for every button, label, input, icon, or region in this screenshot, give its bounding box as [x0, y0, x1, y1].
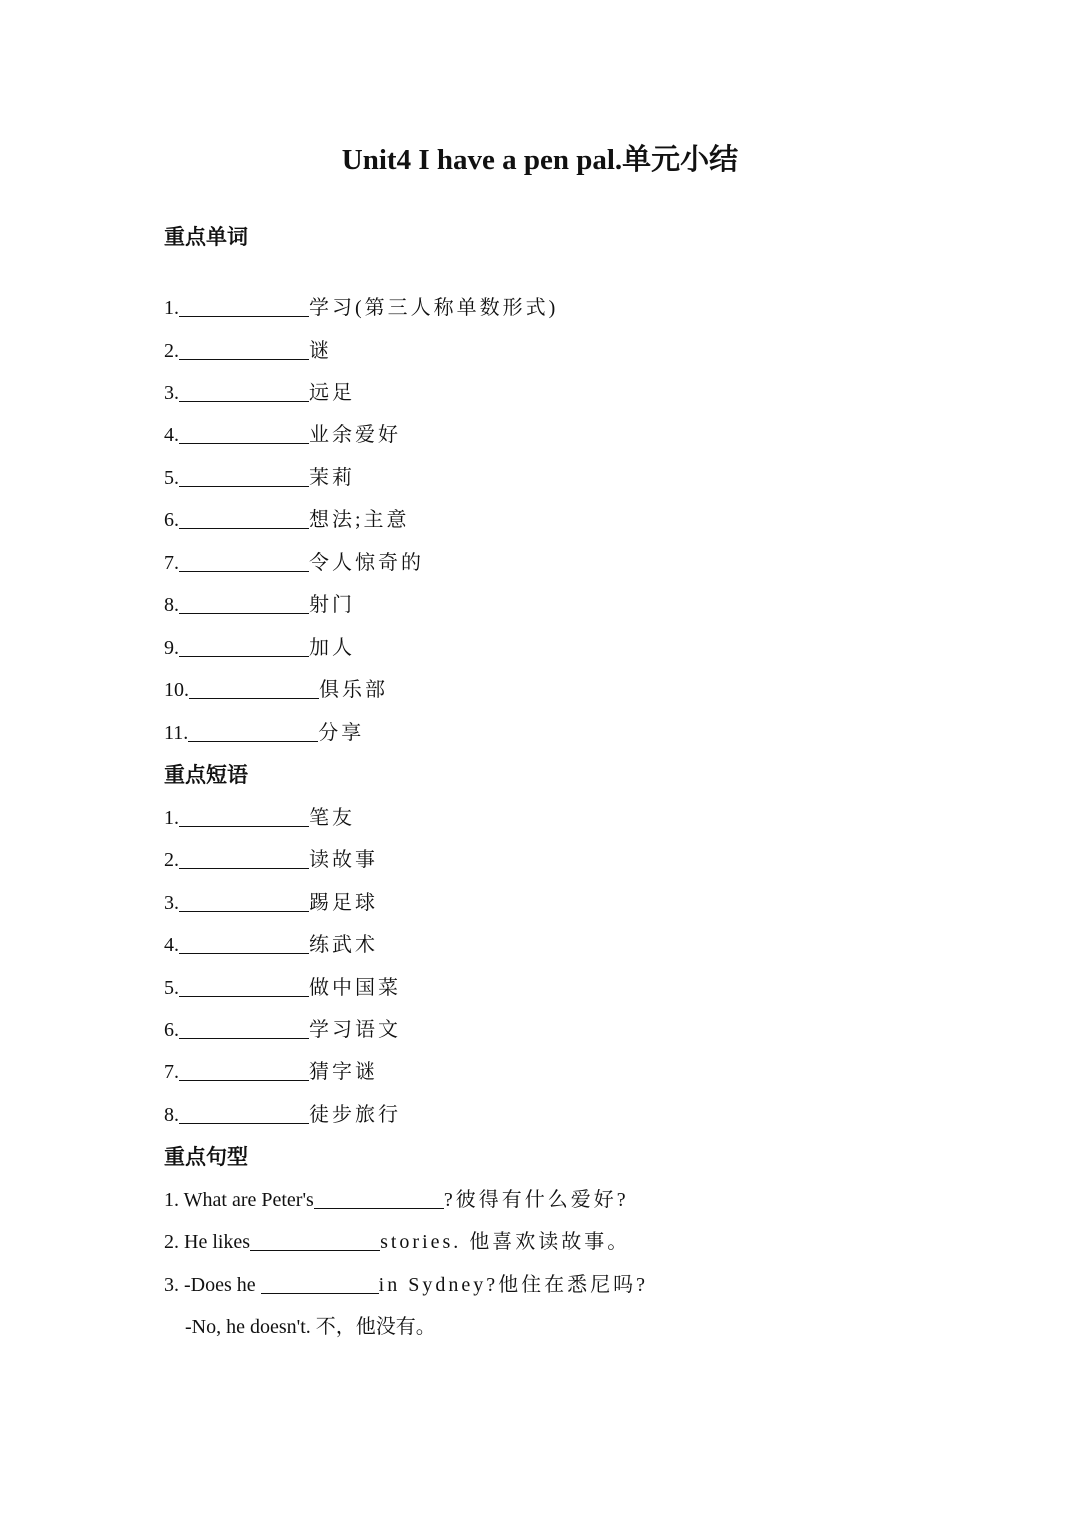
item-number: 8. — [164, 1104, 179, 1126]
item-number: 4. — [164, 934, 179, 956]
item-meaning: 做中国菜 — [309, 977, 401, 999]
answer-blank[interactable] — [179, 1079, 309, 1081]
item-number: 2. — [164, 340, 179, 362]
answer-blank[interactable] — [179, 867, 309, 869]
sentence-end: in Sydney?他住在悉尼吗? — [378, 1274, 648, 1296]
answer-blank[interactable] — [179, 400, 309, 402]
phrase-item — [164, 1015, 401, 1045]
item-number: 6. — [164, 1019, 179, 1041]
word-item — [164, 548, 424, 578]
section-heading-sentences: 重点句型 — [164, 1145, 248, 1169]
word-item — [164, 718, 364, 748]
item-meaning: 学习(第三人称单数形式) — [309, 297, 559, 319]
item-meaning: 射门 — [309, 594, 355, 616]
phrase-item — [164, 888, 378, 918]
item-number: 5. — [164, 467, 179, 489]
phrase-item — [164, 973, 401, 1003]
item-number: 1. — [164, 297, 179, 319]
phrase-item — [164, 803, 355, 833]
item-meaning: 练武术 — [309, 934, 378, 956]
word-item — [164, 505, 410, 535]
sentence-answer — [185, 1312, 436, 1342]
item-meaning: 俱乐部 — [319, 679, 388, 701]
item-meaning: 茉莉 — [309, 467, 355, 489]
sentence-item — [164, 1227, 630, 1257]
item-meaning: 踢足球 — [309, 892, 378, 914]
answer-blank[interactable] — [314, 1207, 444, 1209]
answer-blank[interactable] — [250, 1249, 380, 1251]
item-meaning: 读故事 — [309, 849, 378, 871]
answer-text: -No, he doesn't. 不，他没有。 — [185, 1316, 436, 1338]
item-meaning: 业余爱好 — [309, 424, 401, 446]
word-item — [164, 293, 558, 323]
item-number: 5. — [164, 977, 179, 999]
sentence-end: ?彼得有什么爱好? — [443, 1189, 629, 1211]
sentence-item — [164, 1185, 629, 1215]
item-number: 1. — [164, 807, 179, 829]
word-item — [164, 378, 355, 408]
item-meaning: 徒步旅行 — [309, 1104, 401, 1126]
sentence-start: 1. What are Peter's — [164, 1189, 314, 1211]
item-meaning: 想法;主意 — [309, 509, 410, 531]
item-number: 9. — [164, 637, 179, 659]
item-meaning: 笔友 — [309, 807, 355, 829]
sentence-end: stories. 他喜欢读故事。 — [380, 1231, 631, 1253]
phrase-item — [164, 1100, 401, 1130]
answer-blank[interactable] — [179, 527, 309, 529]
word-item — [164, 633, 355, 663]
answer-blank[interactable] — [179, 1037, 309, 1039]
answer-blank[interactable] — [179, 910, 309, 912]
item-meaning: 学习语文 — [309, 1019, 401, 1041]
answer-blank[interactable] — [179, 1122, 309, 1124]
answer-blank[interactable] — [179, 825, 309, 827]
item-meaning: 谜 — [309, 340, 332, 362]
answer-blank[interactable] — [179, 612, 309, 614]
word-item — [164, 420, 401, 450]
answer-blank[interactable] — [179, 655, 309, 657]
item-meaning: 远足 — [309, 382, 355, 404]
item-meaning: 分享 — [318, 722, 365, 744]
word-item — [164, 336, 332, 366]
item-number: 3. — [164, 892, 179, 914]
item-meaning: 加人 — [309, 637, 355, 659]
answer-blank[interactable] — [179, 570, 309, 572]
answer-blank[interactable] — [261, 1292, 379, 1294]
item-number: 6. — [164, 509, 179, 531]
answer-blank[interactable] — [179, 442, 309, 444]
sentence-start: 3. -Does he — [164, 1274, 261, 1296]
item-number: 3. — [164, 382, 179, 404]
item-meaning: 猜字谜 — [309, 1061, 378, 1083]
section-heading-words: 重点单词 — [164, 225, 248, 249]
item-number: 7. — [164, 552, 179, 574]
item-number: 8. — [164, 594, 179, 616]
word-item — [164, 463, 355, 493]
answer-blank[interactable] — [179, 952, 309, 954]
phrase-item — [164, 930, 378, 960]
word-item — [164, 590, 355, 620]
answer-blank[interactable] — [189, 697, 319, 699]
item-number: 4. — [164, 424, 179, 446]
item-number: 10. — [164, 679, 189, 701]
phrase-item — [164, 1057, 378, 1087]
answer-blank[interactable] — [179, 358, 309, 360]
answer-blank[interactable] — [179, 995, 309, 997]
sentence-start: 2. He likes — [164, 1231, 251, 1253]
page-title: Unit4 I have a pen pal.单元小结 — [341, 144, 739, 176]
item-number: 2. — [164, 849, 179, 871]
answer-blank[interactable] — [179, 315, 309, 317]
answer-blank[interactable] — [179, 485, 309, 487]
sentence-item — [164, 1270, 648, 1300]
item-meaning: 令人惊奇的 — [309, 552, 424, 574]
item-number: 11. — [164, 722, 189, 744]
phrase-item — [164, 845, 378, 875]
section-heading-phrases: 重点短语 — [164, 763, 248, 787]
word-item — [164, 675, 388, 705]
item-number: 7. — [164, 1061, 179, 1083]
answer-blank[interactable] — [188, 740, 318, 742]
